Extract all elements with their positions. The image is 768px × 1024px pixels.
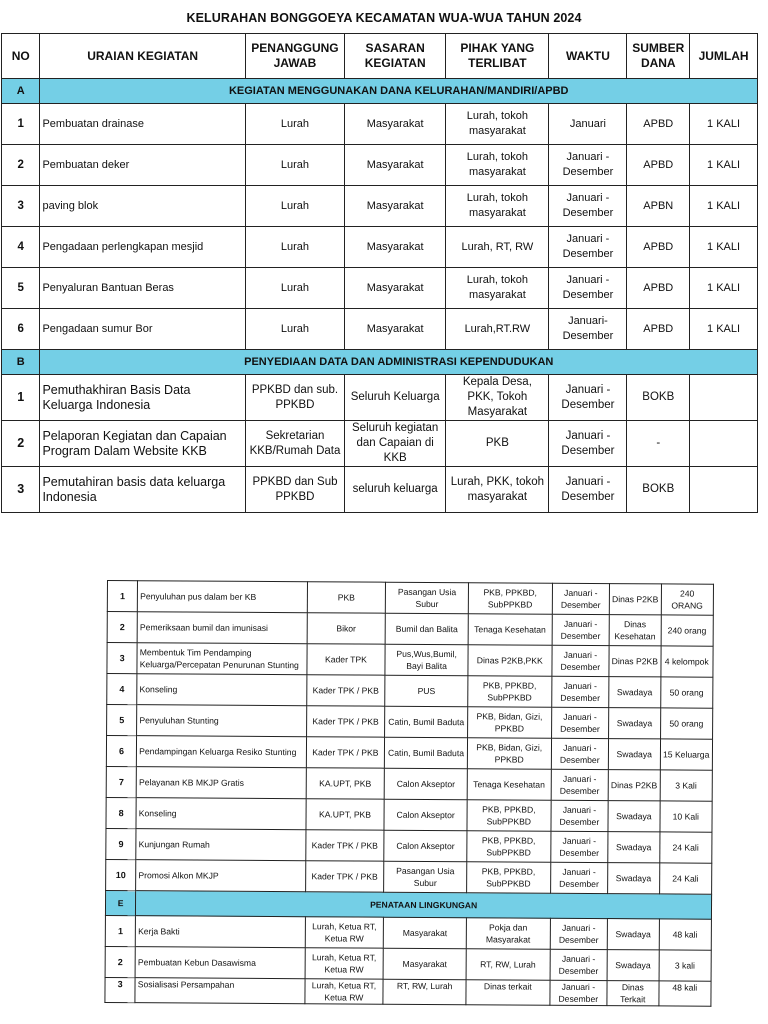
cell-penanggung-jawab: Lurah, Ketua RT, Ketua RW (305, 948, 384, 979)
cell-sasaran: Calon Akseptor (384, 799, 467, 831)
cell-sumber-dana: Swadaya (609, 708, 661, 739)
cell-no: 4 (2, 227, 40, 268)
table-row (106, 828, 712, 863)
cell-sasaran: PUS (385, 675, 468, 707)
cell-waktu: Januari - Desember (549, 186, 627, 227)
section-code: B (2, 350, 40, 375)
cell-no: 1 (105, 915, 135, 946)
cell-waktu: Januari - Desember (549, 467, 627, 513)
cell-penanggung-jawab: PPKBD dan Sub PPKBD (245, 467, 344, 513)
cell-sasaran: Masyarakat (345, 309, 446, 350)
cell-waktu: Januari - Desember (550, 862, 608, 893)
cell-no: 7 (106, 766, 136, 797)
header-waktu: WAKTU (549, 34, 627, 79)
cell-sumber-dana: APBD (627, 268, 690, 309)
cell-no: 5 (107, 705, 137, 736)
cell-sumber-dana: Dinas P2KB (608, 770, 660, 801)
cell-sumber-dana: APBN (627, 186, 690, 227)
cell-uraian: Pembuatan deker (40, 145, 245, 186)
cell-uraian: Pendampingan Keluarga Resiko Stunting (137, 736, 307, 768)
cell-jumlah: 15 Keluarga (660, 739, 713, 770)
cell-no: 1 (2, 375, 40, 421)
cell-no: 8 (106, 797, 136, 828)
table-row (105, 915, 711, 950)
cell-sasaran: Seluruh Keluarga (345, 375, 446, 421)
cell-uraian: Konseling (137, 674, 307, 706)
cell-sasaran: Bumil dan Balita (385, 613, 468, 645)
cell-no: 6 (2, 309, 40, 350)
cell-sasaran: Calon Akseptor (384, 830, 467, 862)
cell-sumber-dana: Swadaya (608, 832, 660, 863)
table-row (107, 705, 713, 740)
table-row (106, 736, 712, 771)
cell-no: 3 (107, 643, 137, 674)
cell-pihak: Tenaga Kesehatan (467, 769, 551, 801)
cell-jumlah (690, 421, 758, 467)
cell-waktu: Januari - Desember (550, 949, 608, 980)
cell-jumlah: 48 kali (658, 981, 711, 1006)
cell-pihak: Lurah, tokoh masyarakat (446, 186, 549, 227)
cell-no: 2 (2, 421, 40, 467)
cell-sasaran: Pasangan Usia Subur (384, 861, 467, 893)
cell-sumber-dana: Dinas Terkait (607, 981, 659, 1006)
section-title: KEGIATAN MENGGUNAKAN DANA KELURAHAN/MANDIRI/APBD (40, 79, 758, 104)
cell-sumber-dana: BOKB (627, 375, 690, 421)
cell-waktu: Januari (549, 104, 627, 145)
cell-penanggung-jawab: Kader TPK / PKB (305, 861, 384, 892)
section-header-row (2, 350, 758, 375)
cell-sumber-dana: Swadaya (608, 801, 660, 832)
cell-sumber-dana: APBD (627, 145, 690, 186)
cell-sumber-dana: Swadaya (607, 950, 659, 981)
cell-sumber-dana: Swadaya (608, 739, 660, 770)
cell-uraian: Pengadaan perlengkapan mesjid (40, 227, 245, 268)
cell-sumber-dana: Dinas P2KB (609, 646, 661, 677)
header-penanggung-jawab: PENANGGUNG JAWAB (245, 34, 344, 79)
cell-waktu: Januari - Desember (549, 227, 627, 268)
cell-uraian: Penyaluran Bantuan Beras (40, 268, 245, 309)
cell-penanggung-jawab: KA.UPT, PKB (306, 799, 385, 830)
cell-sasaran: Catin, Bumil Baduta (385, 737, 468, 769)
cell-sasaran: RT, RW, Lurah (383, 979, 466, 1005)
cell-sasaran: Pasangan Usia Subur (386, 582, 469, 614)
cell-sasaran: Masyarakat (345, 186, 446, 227)
cell-pihak: Dinas terkait (466, 980, 550, 1006)
cell-sasaran: Masyarakat (345, 227, 446, 268)
cell-sumber-dana: APBD (627, 104, 690, 145)
cell-penanggung-jawab: Lurah (245, 104, 344, 145)
cell-no: 2 (105, 946, 135, 977)
cell-sasaran: Masyarakat (345, 145, 446, 186)
cell-waktu: Januari - Desember (550, 980, 608, 1005)
cell-pihak: Lurah, RT, RW (446, 227, 549, 268)
cell-penanggung-jawab: Lurah (245, 268, 344, 309)
cell-uraian: Pemuthakhiran Basis Data Keluarga Indonesia (40, 375, 245, 421)
cell-waktu: Januari - Desember (551, 707, 609, 738)
cell-penanggung-jawab: Lurah (245, 227, 344, 268)
cell-waktu: Januari - Desember (551, 738, 609, 769)
cell-jumlah: 50 orang (660, 677, 713, 708)
cell-penanggung-jawab: Lurah, Ketua RT, Ketua RW (305, 979, 384, 1004)
table-header-row (2, 34, 758, 79)
table-row (107, 581, 713, 616)
cell-sumber-dana: APBD (627, 309, 690, 350)
activity-table-bottom (104, 580, 714, 1007)
cell-no: 5 (2, 268, 40, 309)
cell-uraian: Pengadaan sumur Bor (40, 309, 245, 350)
cell-sasaran: Pus,Wus,Bumil, Bayi Balita (385, 644, 468, 676)
cell-waktu: Januari - Desember (551, 800, 609, 831)
table-row (2, 186, 758, 227)
cell-pihak: Pokja dan Masyarakat (466, 918, 550, 950)
cell-waktu: Januari - Desember (549, 145, 627, 186)
table-row (106, 859, 712, 894)
cell-pihak: RT, RW, Lurah (466, 949, 550, 981)
cell-pihak: PKB (446, 421, 549, 467)
cell-sasaran: Calon Akseptor (384, 768, 467, 800)
cell-penanggung-jawab: Lurah (245, 145, 344, 186)
table-row (105, 946, 711, 981)
cell-no: 9 (106, 828, 136, 859)
cell-waktu: Januari - Desember (550, 831, 608, 862)
cell-uraian: Kunjungan Rumah (136, 829, 306, 861)
table-row (2, 268, 758, 309)
cell-uraian: Kerja Bakti (135, 916, 305, 948)
cell-sumber-dana: Dinas P2KB (609, 584, 661, 615)
cell-pihak: PKB, PPKBD, SubPPKBD (467, 831, 551, 863)
cell-no: 1 (2, 104, 40, 145)
cell-penanggung-jawab: Bikor (307, 613, 386, 644)
cell-penanggung-jawab: Sekretarian KKB/Rumah Data (245, 421, 344, 467)
cell-waktu: Januari- Desember (549, 309, 627, 350)
cell-jumlah (690, 467, 758, 513)
header-sasaran: SASARAN KEGIATAN (345, 34, 446, 79)
cell-uraian: Pembuatan Kebun Dasawisma (135, 947, 305, 979)
cell-jumlah: 48 kali (659, 919, 712, 950)
cell-waktu: Januari - Desember (551, 769, 609, 800)
cell-no: 3 (2, 467, 40, 513)
section-title: PENATAAN LINGKUNGAN (136, 891, 712, 920)
table-row (106, 797, 712, 832)
cell-no: 6 (106, 736, 136, 767)
header-pihak: PIHAK YANG TERLIBAT (446, 34, 549, 79)
cell-penanggung-jawab: Lurah (245, 309, 344, 350)
cell-no: 4 (107, 674, 137, 705)
cell-pihak: Lurah, tokoh masyarakat (446, 145, 549, 186)
table-row (2, 104, 758, 145)
cell-jumlah: 4 kelompok (660, 646, 713, 677)
cell-pihak: Lurah,RT.RW (446, 309, 549, 350)
cell-penanggung-jawab: Lurah (245, 186, 344, 227)
cell-sumber-dana: BOKB (627, 467, 690, 513)
cell-sasaran: Masyarakat (345, 104, 446, 145)
cell-jumlah: 1 KALI (690, 104, 758, 145)
cell-pihak: PKB, Bidan, Gizi, PPKBD (467, 707, 551, 739)
cell-jumlah: 10 Kali (659, 801, 712, 832)
header-sumber-dana: SUMBER DANA (627, 34, 690, 79)
table-row (2, 421, 758, 467)
cell-no: 3 (105, 977, 135, 1002)
cell-penanggung-jawab: Kader TPK / PKB (306, 675, 385, 706)
cell-penanggung-jawab: KA.UPT, PKB (306, 768, 385, 799)
table-row (105, 977, 711, 1006)
cell-jumlah: 3 Kali (660, 770, 713, 801)
cell-penanggung-jawab: PPKBD dan sub. PPKBD (245, 375, 344, 421)
cell-no: 10 (106, 859, 136, 890)
cell-sasaran: Masyarakat (345, 268, 446, 309)
cell-jumlah: 24 Kali (659, 832, 712, 863)
cell-penanggung-jawab: PKB (307, 582, 386, 613)
cell-uraian: Pelaporan Kegiatan dan Capaian Program Dalam Website KKB (40, 421, 245, 467)
table-row (106, 766, 712, 801)
cell-sasaran: Seluruh kegiatan dan Capaian di KKB (345, 421, 446, 467)
cell-pihak: Kepala Desa, PKK, Tokoh Masyarakat (446, 375, 549, 421)
table-row (2, 375, 758, 421)
cell-pihak: Lurah, tokoh masyarakat (446, 104, 549, 145)
cell-no: 3 (2, 186, 40, 227)
cell-pihak: PKB, Bidan, Gizi, PPKBD (467, 738, 551, 770)
cell-penanggung-jawab: Lurah, Ketua RT, Ketua RW (305, 917, 384, 948)
cell-penanggung-jawab: Kader TPK / PKB (306, 737, 385, 768)
cell-penanggung-jawab: Kader TPK / PKB (306, 706, 385, 737)
cell-waktu: Januari - Desember (550, 918, 608, 949)
table-row (2, 227, 758, 268)
cell-pihak: PKB, PPKBD, SubPPKBD (468, 583, 552, 615)
cell-uraian: Pemutahiran basis data keluarga Indonesia (40, 467, 245, 513)
header-no: NO (2, 34, 40, 79)
cell-jumlah: 1 KALI (690, 227, 758, 268)
table-row (2, 145, 758, 186)
cell-pihak: PKB, PPKBD, SubPPKBD (468, 676, 552, 708)
cell-pihak: PKB, PPKBD, SubPPKBD (467, 800, 551, 832)
cell-uraian: Penyuluhan Stunting (137, 705, 307, 737)
section-header-row (105, 890, 711, 919)
cell-uraian: Pemeriksaan bumil dan imunisasi (137, 612, 307, 644)
cell-uraian: Pelayanan KB MKJP Gratis (136, 767, 306, 799)
cell-sasaran: Masyarakat (383, 948, 466, 980)
cell-sasaran: Catin, Bumil Baduta (385, 706, 468, 738)
cell-sasaran: Masyarakat (384, 917, 467, 949)
header-uraian: URAIAN KEGIATAN (40, 34, 245, 79)
cell-pihak: PKB, PPKBD, SubPPKBD (467, 862, 551, 894)
section-title: PENYEDIAAN DATA DAN ADMINISTRASI KEPENDUDUKAN (40, 350, 758, 375)
cell-jumlah: 240 ORANG (661, 584, 714, 615)
cell-sumber-dana: Dinas Kesehatan (609, 615, 661, 646)
cell-jumlah: 3 kali (659, 950, 712, 981)
cell-waktu: Januari - Desember (552, 614, 610, 645)
cell-uraian: Penyuluhan pus dalam ber KB (138, 581, 308, 613)
cell-sumber-dana: - (627, 421, 690, 467)
cell-jumlah: 1 KALI (690, 186, 758, 227)
cell-jumlah: 24 Kali (659, 863, 712, 894)
cell-sumber-dana: Swadaya (607, 919, 659, 950)
cell-no: 2 (2, 145, 40, 186)
cell-waktu: Januari - Desember (552, 645, 610, 676)
cell-uraian: Membentuk Tim Pendamping Keluarga/Percepatan Penurunan Stunting (137, 643, 307, 675)
cell-pihak: Lurah, PKK, tokoh masyarakat (446, 467, 549, 513)
table-row (2, 467, 758, 513)
activity-table-top (1, 33, 758, 513)
cell-sumber-dana: Swadaya (609, 677, 661, 708)
document-title: KELURAHAN BONGGOEYA KECAMATAN WUA-WUA TAHUN 2024 (186, 11, 582, 25)
cell-waktu: Januari - Desember (549, 268, 627, 309)
cell-uraian: Sosialisasi Persampahan (135, 978, 305, 1004)
cell-jumlah: 1 KALI (690, 309, 758, 350)
cell-pihak: Tenaga Kesehatan (468, 614, 552, 646)
cell-waktu: Januari - Desember (549, 421, 627, 467)
cell-uraian: Promosi Alkon MKJP (136, 860, 306, 892)
cell-no: 1 (107, 581, 137, 612)
cell-jumlah: 50 orang (660, 708, 713, 739)
table-row (107, 612, 713, 647)
cell-waktu: Januari - Desember (551, 676, 609, 707)
cell-uraian: Pembuatan drainase (40, 104, 245, 145)
cell-sasaran: seluruh keluarga (345, 467, 446, 513)
cell-sumber-dana: APBD (627, 227, 690, 268)
cell-uraian: paving blok (40, 186, 245, 227)
cell-pihak: Dinas P2KB,PKK (468, 645, 552, 677)
cell-jumlah: 1 KALI (690, 145, 758, 186)
table-row (2, 309, 758, 350)
table-row (107, 643, 713, 678)
cell-no: 2 (107, 612, 137, 643)
cell-jumlah (690, 375, 758, 421)
cell-penanggung-jawab: Kader TPK / PKB (305, 830, 384, 861)
section-code: A (2, 79, 40, 104)
cell-jumlah: 240 orang (661, 615, 714, 646)
cell-penanggung-jawab: Kader TPK (307, 644, 386, 675)
section-header-row (2, 79, 758, 104)
cell-waktu: Januari - Desember (552, 583, 610, 614)
cell-waktu: Januari - Desember (549, 375, 627, 421)
cell-sumber-dana: Swadaya (608, 863, 660, 894)
section-code: E (105, 890, 135, 915)
table-row (107, 674, 713, 709)
cell-jumlah: 1 KALI (690, 268, 758, 309)
cell-uraian: Konseling (136, 798, 306, 830)
cell-pihak: Lurah, tokoh masyarakat (446, 268, 549, 309)
header-jumlah: JUMLAH (690, 34, 758, 79)
